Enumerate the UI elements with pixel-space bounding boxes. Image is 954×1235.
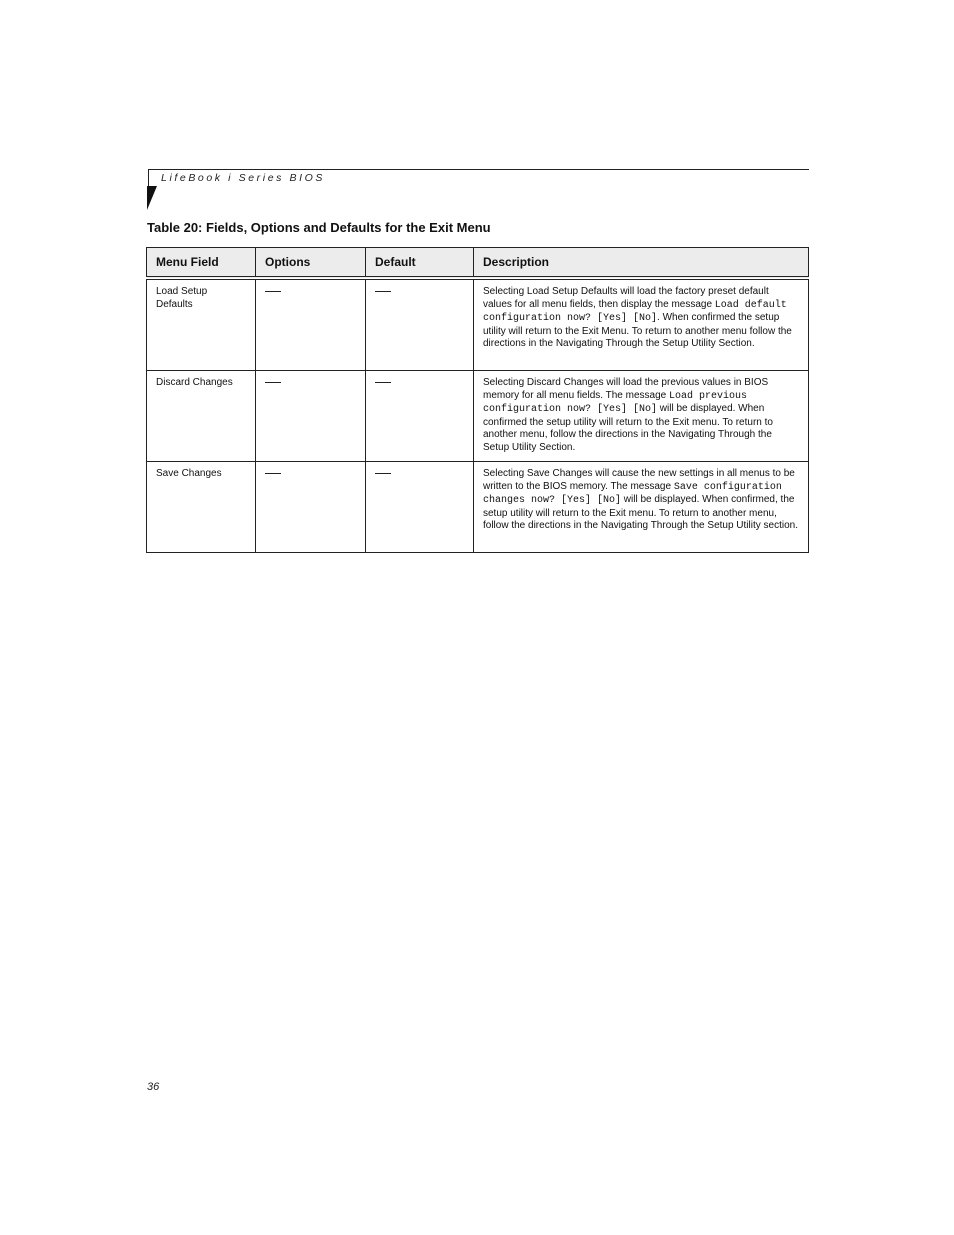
table-row — [147, 462, 809, 553]
em-dash-mark — [265, 473, 281, 474]
description-cell — [474, 371, 809, 462]
options-cell — [256, 462, 366, 553]
description-text: will be displayed. When confirmed, the setup utility will return to the Exit menu. To return to another menu, follow the directions in the Navigating Through the Setup Utility section. — [483, 494, 798, 531]
description-text: Selecting Discard Changes will load the previous values in BIOS memory for all menu fields. The message — [483, 377, 769, 401]
column-header-menu-field: Menu Field — [147, 248, 256, 279]
column-header-description: Description — [474, 248, 809, 279]
menu-field-cell: Load Setup Defaults — [147, 278, 256, 371]
options-cell — [256, 278, 366, 371]
em-dash-mark — [265, 382, 281, 383]
description-code: Load default configuration now? [Yes] [No] — [483, 299, 787, 324]
table-caption: Table 20: Fields, Options and Defaults for the Exit Menu — [147, 220, 491, 235]
page-number: 36 — [147, 1081, 160, 1093]
column-header-options: Options — [256, 248, 366, 279]
column-header-default: Default — [366, 248, 474, 279]
header-vertical-rule — [148, 169, 149, 187]
menu-field-cell: Save Changes — [147, 462, 256, 553]
header-rule — [148, 169, 809, 170]
description-cell — [474, 462, 809, 553]
running-header: LifeBook i Series BIOS — [161, 172, 325, 184]
em-dash-mark — [375, 291, 391, 292]
default-cell — [366, 462, 474, 553]
table-row — [147, 278, 809, 371]
menu-field-cell: Discard Changes — [147, 371, 256, 462]
em-dash-mark — [265, 291, 281, 292]
options-cell — [256, 371, 366, 462]
exit-menu-table — [146, 247, 809, 553]
table-row — [147, 371, 809, 462]
default-cell — [366, 371, 474, 462]
description-text: Selecting Save Changes will cause the new settings in all menus to be written to the BIOS memory. The message — [483, 468, 795, 492]
em-dash-mark — [375, 382, 391, 383]
description-text: . When confirmed the setup utility will return to the Exit Menu. To return to another menu follow the directions in the Navigating Through the Setup Utility Section. — [483, 312, 792, 349]
description-cell — [474, 278, 809, 371]
description-code: Save configuration changes now? [Yes] [No] — [483, 481, 782, 506]
table-header-row — [147, 248, 809, 279]
description-text: Selecting Load Setup Defaults will load the factory preset default values for all menu fields, then display the message — [483, 286, 769, 310]
description-text: will be displayed. When confirmed the setup utility will return to the Exit menu. To return to another menu, follow the directions in the Navigating Through the Setup Utility Section. — [483, 403, 773, 453]
header-wedge-mark — [147, 186, 157, 210]
em-dash-mark — [375, 473, 391, 474]
default-cell — [366, 278, 474, 371]
description-code: Load previous configuration now? [Yes] [No] — [483, 390, 748, 415]
